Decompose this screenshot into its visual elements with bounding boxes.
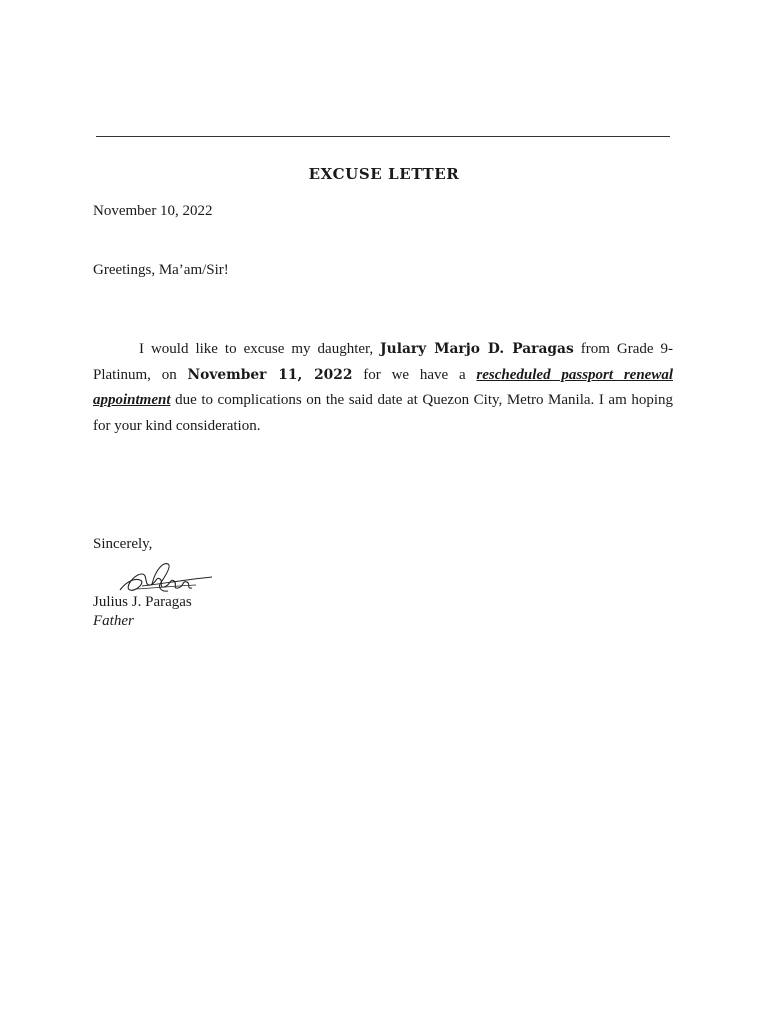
letter-body	[93, 337, 673, 439]
student-name: Julary Marjo D. Paragas	[380, 341, 574, 357]
header-rule	[96, 136, 670, 137]
letter-greeting: Greetings, Ma’am/Sir!	[93, 262, 229, 278]
body-text-2: from Grade 9-Platinum, on	[93, 341, 673, 383]
letter-title: EXCUSE LETTER	[308, 165, 460, 183]
letter-closing: Sincerely,	[93, 536, 153, 552]
body-text-4: due to complications on the said date at Quezon City, Metro Manila. I am hoping for your kind consideration.	[93, 392, 673, 434]
signer-name: Julius J. Paragas	[93, 594, 192, 610]
body-text-1: I would like to excuse my daughter,	[139, 341, 381, 357]
body-text-3: for we have a	[352, 366, 477, 383]
absence-reason: rescheduled passport renewal appointment	[93, 366, 673, 409]
signer-role: Father	[93, 613, 134, 629]
letter-date: November 10, 2022	[93, 203, 213, 219]
absence-date: November 11, 2022	[187, 366, 353, 383]
